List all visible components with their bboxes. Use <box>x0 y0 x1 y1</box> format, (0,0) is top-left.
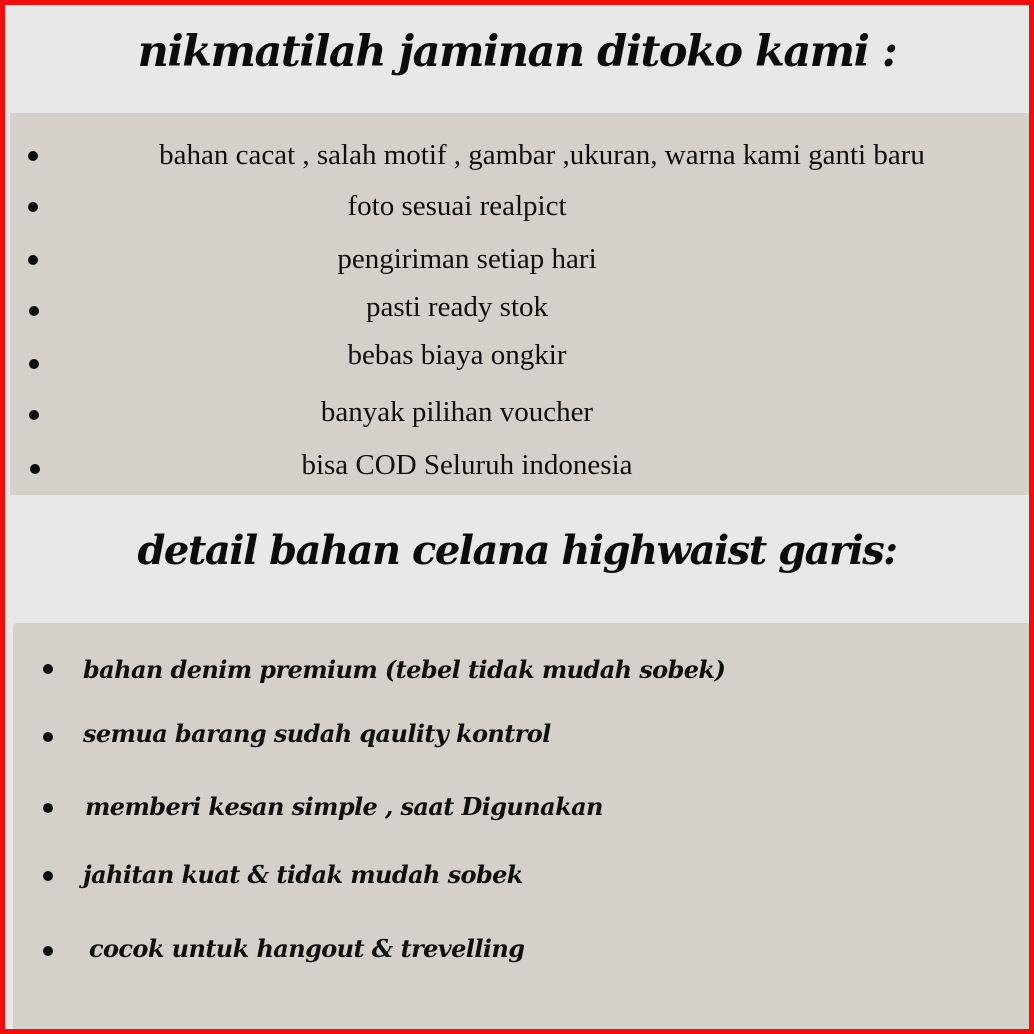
guarantee-item: bahan cacat , salah motif , gambar ,ukuran, warna kami ganti baru <box>159 139 925 171</box>
guarantee-item: bebas biaya ongkir <box>347 339 567 371</box>
bullet-icon <box>43 732 53 742</box>
detail-panel <box>13 623 1031 1034</box>
guarantee-item: banyak pilihan voucher <box>320 396 594 428</box>
guarantee-item: pengiriman setiap hari <box>337 243 597 275</box>
bullet-icon <box>43 803 53 813</box>
bullet-icon <box>43 871 53 881</box>
guarantee-item: foto sesuai realpict <box>347 190 567 222</box>
detail-item: jahitan kuat & tidak mudah sobek <box>83 860 523 889</box>
detail-item: cocok untuk hangout & trevelling <box>89 934 525 963</box>
detail-item: bahan denim premium (tebel tidak mudah sobek) <box>83 655 726 684</box>
guarantee-title: nikmatilah jaminan ditoko kami : <box>137 27 897 77</box>
detail-item: semua barang sudah qaulity kontrol <box>83 719 551 748</box>
guarantee-item: bisa COD Seluruh indonesia <box>301 449 633 481</box>
guarantee-item: pasti ready stok <box>365 291 548 323</box>
detail-item: memberi kesan simple , saat Digunakan <box>85 792 603 821</box>
bullet-icon <box>43 946 53 956</box>
detail-title: detail bahan celana highwaist garis: <box>137 527 897 574</box>
bullet-icon <box>43 664 53 674</box>
